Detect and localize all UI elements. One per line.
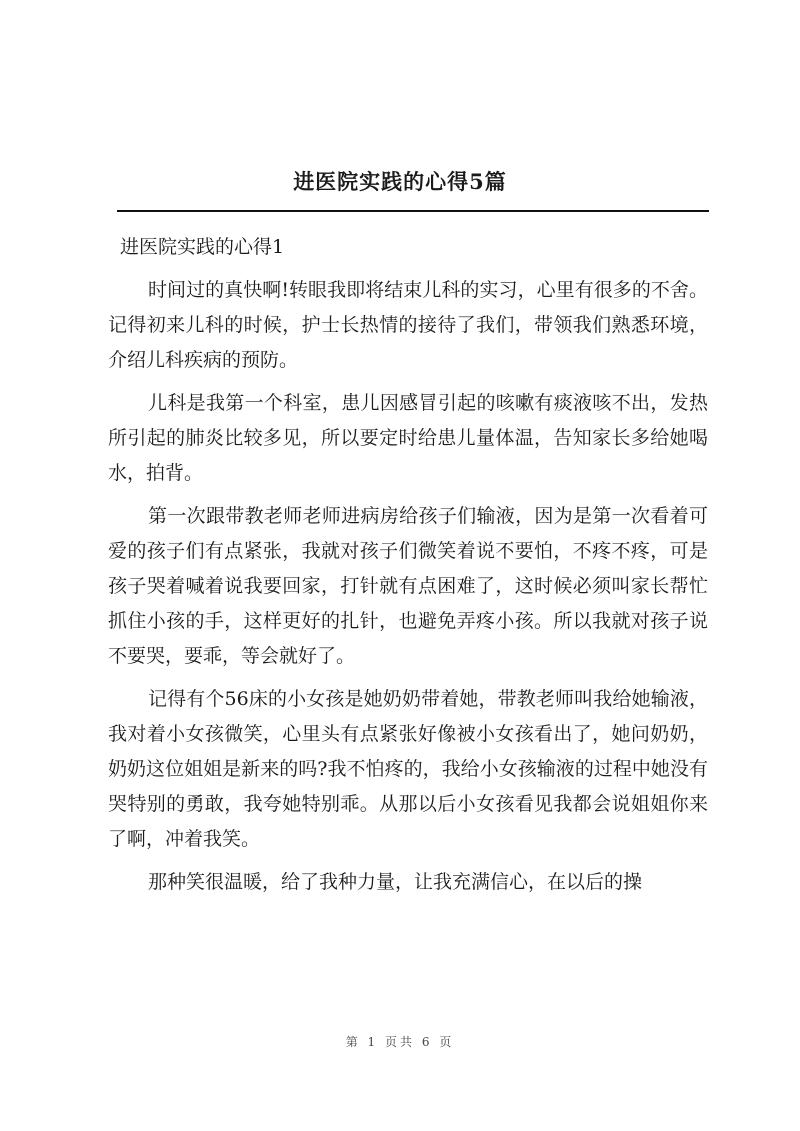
document-body <box>108 230 708 908</box>
paragraph-3: 第一次跟带教老师老师进病房给孩子们输液，因为是第一次看着可爱的孩子们有点紧张，我就对孩子们微笑着说不要怕，不疼不疼，可是孩子哭着喊着说我要回家，打针就有点困难了，这时候必须叫家长帮忙抓住小孩的手，这样更好的扎针，也避免弄疼小孩。所以我就对孩子说不要哭，要乖，等会就好了。 <box>108 505 708 667</box>
title-divider <box>117 210 709 212</box>
paragraph-4: 记得有个56床的小女孩是她奶奶带着她，带教老师叫我给她输液，我对着小女孩微笑，心里头有点紧张好像被小女孩看出了，她问奶奶，奶奶这位姐姐是新来的吗?我不怕疼的，我给小女孩输液的过程中她没有哭特别的勇敢，我夸她特别乖。从那以后小女孩看见我都会说姐姐你来了啊，冲着我笑。 <box>108 688 708 850</box>
page-number-footer: 第 1 页共 6 页 <box>345 1035 455 1049</box>
paragraph-1: 时间过的真快啊!转眼我即将结束儿科的实习，心里有很多的不舍。记得初来儿科的时候，护士长热情的接待了我们，带领我们熟悉环境，介绍儿科疾病的预防。 <box>108 279 708 371</box>
page-title: 进医院实践的心得5篇 <box>293 169 507 194</box>
paragraph-5: 那种笑很温暖，给了我种力量，让我充满信心，在以后的操 <box>148 871 643 893</box>
paragraph-2: 儿科是我第一个科室，患儿因感冒引起的咳嗽有痰液咳不出，发热所引起的肺炎比较多见，所以要定时给患儿量体温，告知家长多给她喝水，拍背。 <box>108 392 708 484</box>
section-heading: 进医院实践的心得1 <box>120 236 285 258</box>
